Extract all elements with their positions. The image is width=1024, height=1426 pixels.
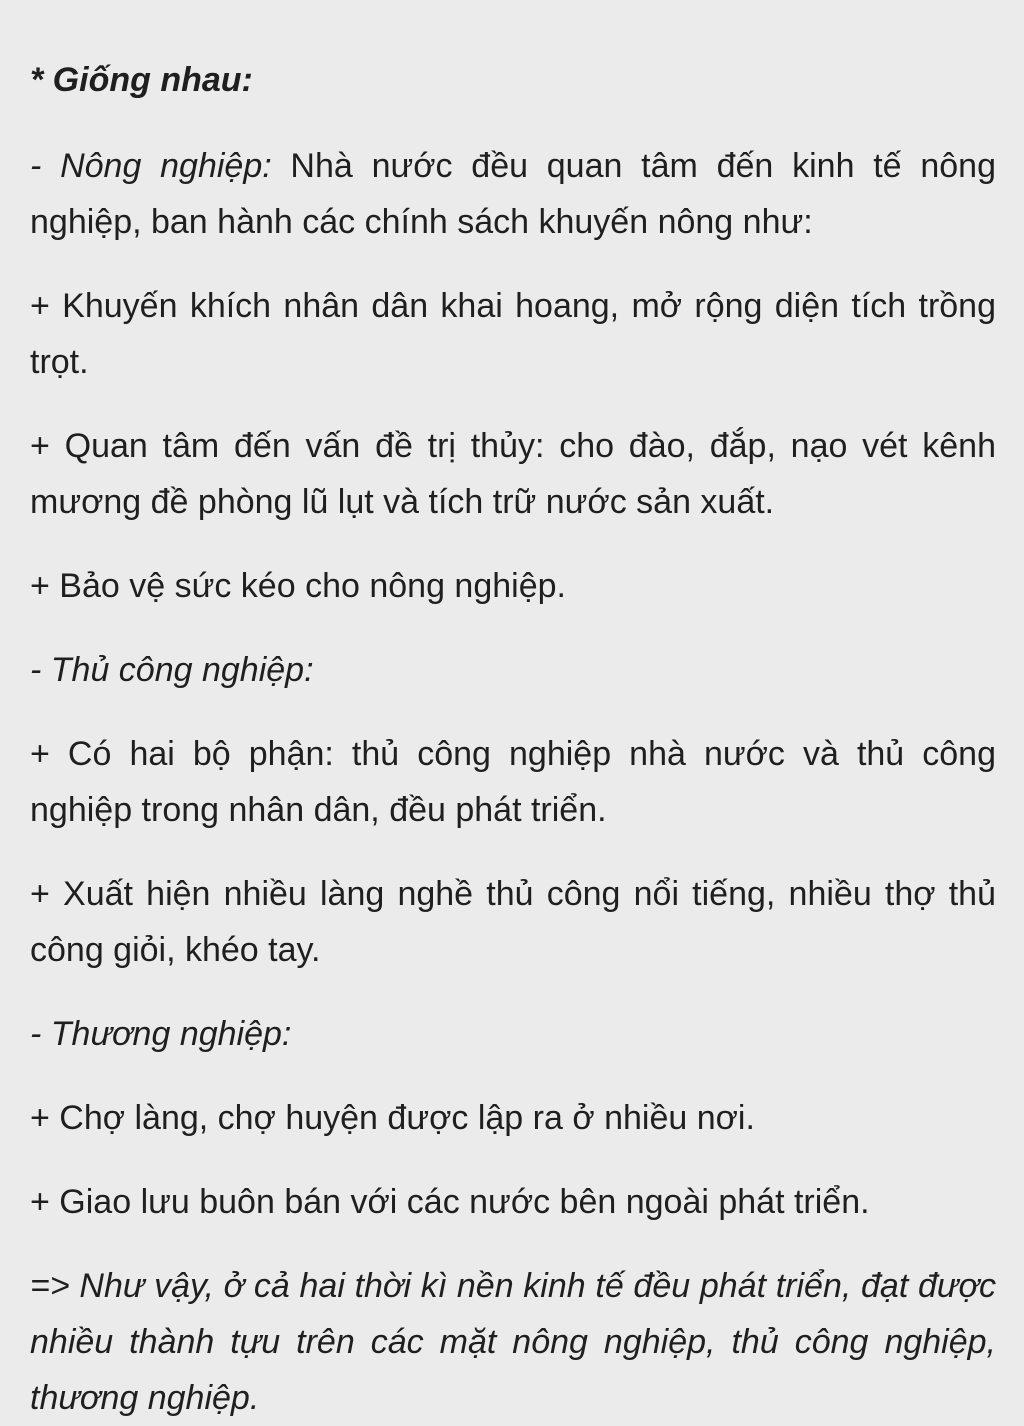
agriculture-item-1: + Khuyến khích nhân dân khai hoang, mở rộng diện tích trồng trọt. [30,287,996,381]
handicraft-item-2: + Xuất hiện nhiều làng nghề thủ công nổi tiếng, nhiều thợ thủ công giỏi, khéo tay. [30,875,996,969]
agriculture-item-2: + Quan tâm đến vấn đề trị thủy: cho đào, đắp, nạo vét kênh mương đề phòng lũ lụt và tích trữ nước sản xuất. [30,427,996,521]
handicraft-item-1: + Có hai bộ phận: thủ công nghiệp nhà nước và thủ công nghiệp trong nhân dân, đều phát triển. [30,735,996,829]
conclusion-paragraph: => Như vậy, ở cả hai thời kì nền kinh tế đều phát triển, đạt được nhiều thành tựu trên các mặt nông nghiệp, thủ công nghiệp, thương nghiệp. [30,1267,996,1417]
commerce-item-1: + Chợ làng, chợ huyện được lập ra ở nhiều nơi. [30,1099,755,1137]
handicraft-label: - Thủ công nghiệp: [30,651,314,689]
commerce-item-2: + Giao lưu buôn bán với các nước bên ngoài phát triển. [30,1183,870,1221]
agriculture-text: Nhà nước đều quan tâm đến kinh tế nông nghiệp, ban hành các chính sách khuyến nông như: [30,147,996,241]
agriculture-paragraph [30,138,996,250]
agriculture-label: - Nông nghiệp: [30,147,272,185]
section-heading: * Giống nhau: [30,61,253,99]
commerce-label: - Thương nghiệp: [30,1015,292,1053]
agriculture-item-3: + Bảo vệ sức kéo cho nông nghiệp. [30,567,566,605]
